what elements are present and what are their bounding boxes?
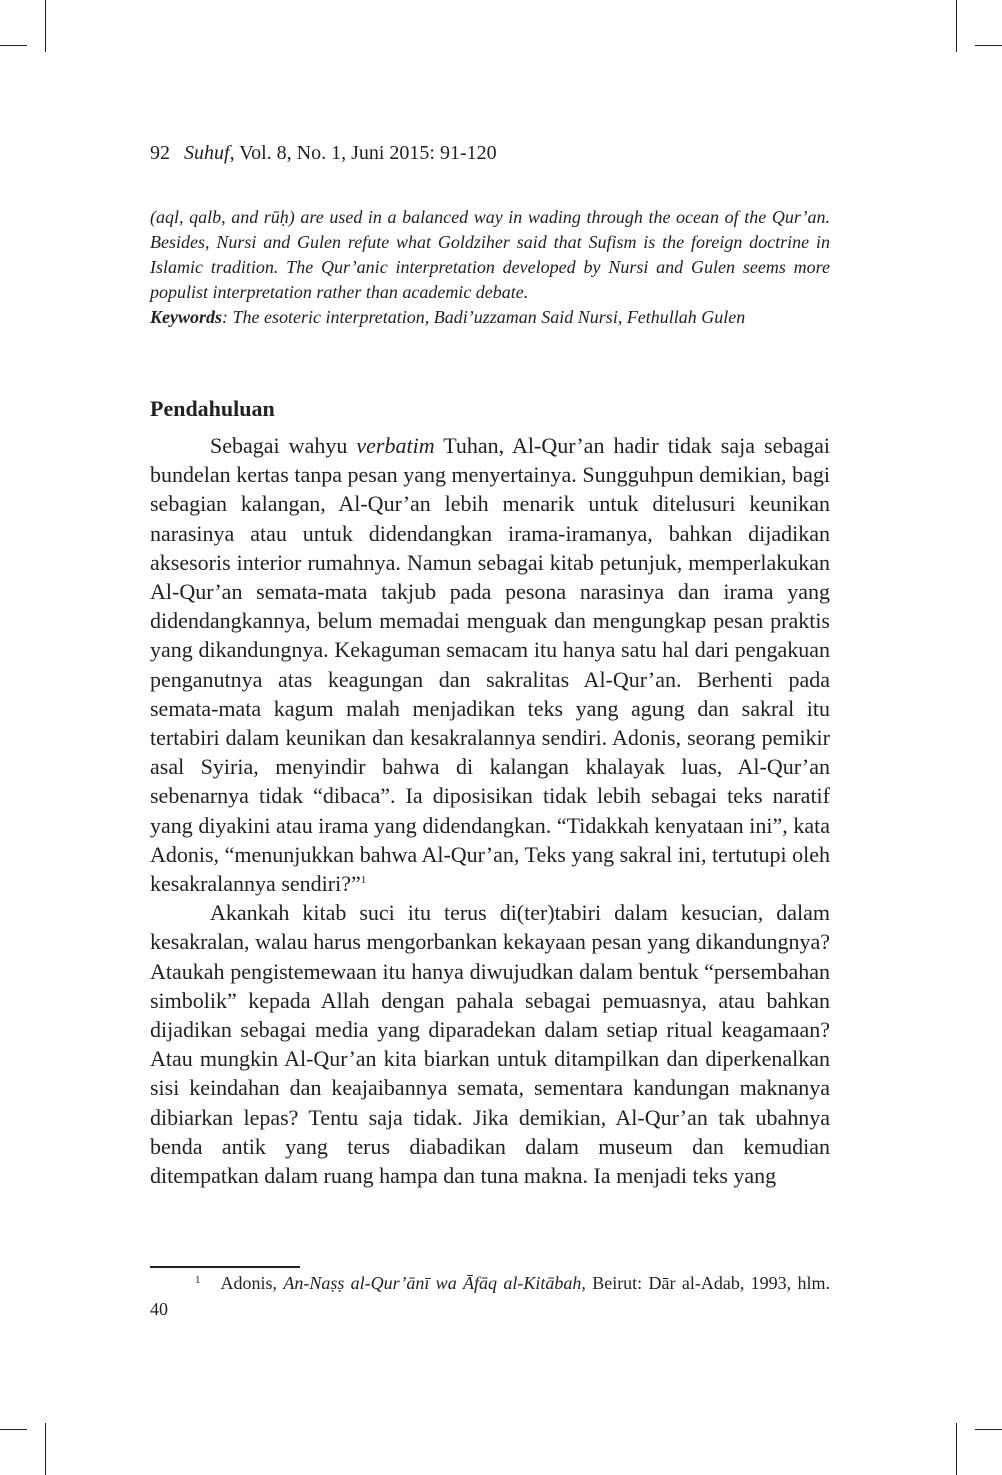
- journal-citation: , Vol. 8, No. 1, Juni 2015: 91-120: [229, 142, 497, 164]
- emphasis-verbatim: verbatim: [356, 433, 435, 458]
- crop-mark: [45, 1423, 46, 1475]
- abstract: [150, 205, 830, 330]
- footnote-author: Adonis,: [220, 1273, 284, 1293]
- keywords: [150, 305, 830, 330]
- footnote-details: Beirut: Dār al-Adab, 1993, hlm. 40: [150, 1273, 830, 1319]
- paragraph-text: Tuhan, Al-Qur’an hadir tidak saja sebagai bundelan kertas tanpa pesan yang menyertainya. Sungguhpun demikian, bagi sebagian kalangan, Al-Qur’an lebih menarik untuk ditelusuri keunikan narasinya atau untuk didendangkan irama-iramanya, bahkan dijadikan aksesoris interior rumahnya. Namun sebagai kitab petunjuk, memperlakukan Al-Qur’an semata-mata takjub pada pesona narasinya dan irama yang didendangkannya, belum memadai menguak dan mengungkap pesan praktis yang dikandungnya. Kekaguman semacam itu hanya satu hal dari pengakuan penganutnya atas keagungan dan sakralitas Al-Qur’an. Berhenti pada semata-mata kagum malah menjadikan teks yang agung dan sakral itu tertabiri dalam keunikan dan kesakralannya sendiri. Adonis, seorang pemikir asal Syiria, menyindir bahwa di kalangan khalayak luas, Al-Qur’an sebenarnya tidak “dibaca”. Ia diposisikan tidak lebih sebagai teks naratif yang diyakini atau irama yang didendangkan. “Tidakkah kenyataan ini”, kata Adonis, “menunjukkan bahwa Al-Qur’an, Teks yang sakral ini, tertutupi oleh kesakralannya sendiri?”: [150, 433, 830, 897]
- crop-mark: [975, 1429, 1002, 1430]
- abstract-text: (aql, qalb, and rūḥ) are used in a balanced way in wading through the ocean of the Qur’an. Besides, Nursi and Gulen refute what Goldziher said that Sufism is the foreign doctrine in Islamic tradition. The Qur’anic interpretation developed by Nursi and Gulen seems more populist interpretation rather than academic debate.: [150, 207, 830, 302]
- keywords-text: : The esoteric interpretation, Badi’uzzaman Said Nursi, Fethullah Gulen: [222, 307, 746, 327]
- footnote-reference[interactable]: 1: [360, 874, 367, 887]
- crop-mark: [0, 1429, 27, 1430]
- footnote-title: An-Naṣṣ al-Qur’ānī wa Āfāq al-Kitābah,: [283, 1273, 586, 1293]
- running-header: [150, 142, 497, 165]
- page-number: 92: [150, 142, 170, 164]
- paragraph: Akankah kitab suci itu terus di(ter)tabiri dalam kesucian, dalam kesakralan, walau harus mengorbankan kekayaan pesan yang dikandungnya? Ataukah pengistemewaan itu hanya diwujudkan dalam bentuk “persembahan simbolik” kepada Allah dengan pahala sebagai pemuasnya, atau bahkan dijadikan sebagai media yang diparadekan dalam setiap ritual keagamaan? Atau mungkin Al-Qur’an kita biarkan untuk ditampilkan dan diperkenalkan sisi keindahan dan keajaibannya semata, sementara kandungan maknanya dibiarkan lepas? Tentu saja tidak. Jika demikian, Al-Qur’an tak ubahnya benda antik yang terus diabadikan dalam museum dan kemudian ditempatkan dalam ruang hampa dan tuna makna. Ia menjadi teks yang: [150, 900, 830, 1189]
- crop-mark: [956, 0, 957, 52]
- crop-mark: [0, 45, 27, 46]
- paragraph-lead: Sebagai wahyu: [210, 433, 357, 458]
- footnote-number: 1: [195, 1274, 201, 1286]
- footnote-divider: [150, 1266, 300, 1268]
- keywords-label: Keywords: [150, 307, 222, 327]
- body-text: [150, 431, 830, 1190]
- journal-name: Suhuf: [184, 142, 230, 164]
- paragraph: [150, 431, 830, 898]
- section-title: Pendahuluan: [150, 396, 275, 421]
- footnote: [150, 1270, 830, 1322]
- crop-mark: [45, 0, 46, 52]
- crop-mark: [956, 1423, 957, 1475]
- crop-mark: [975, 45, 1002, 46]
